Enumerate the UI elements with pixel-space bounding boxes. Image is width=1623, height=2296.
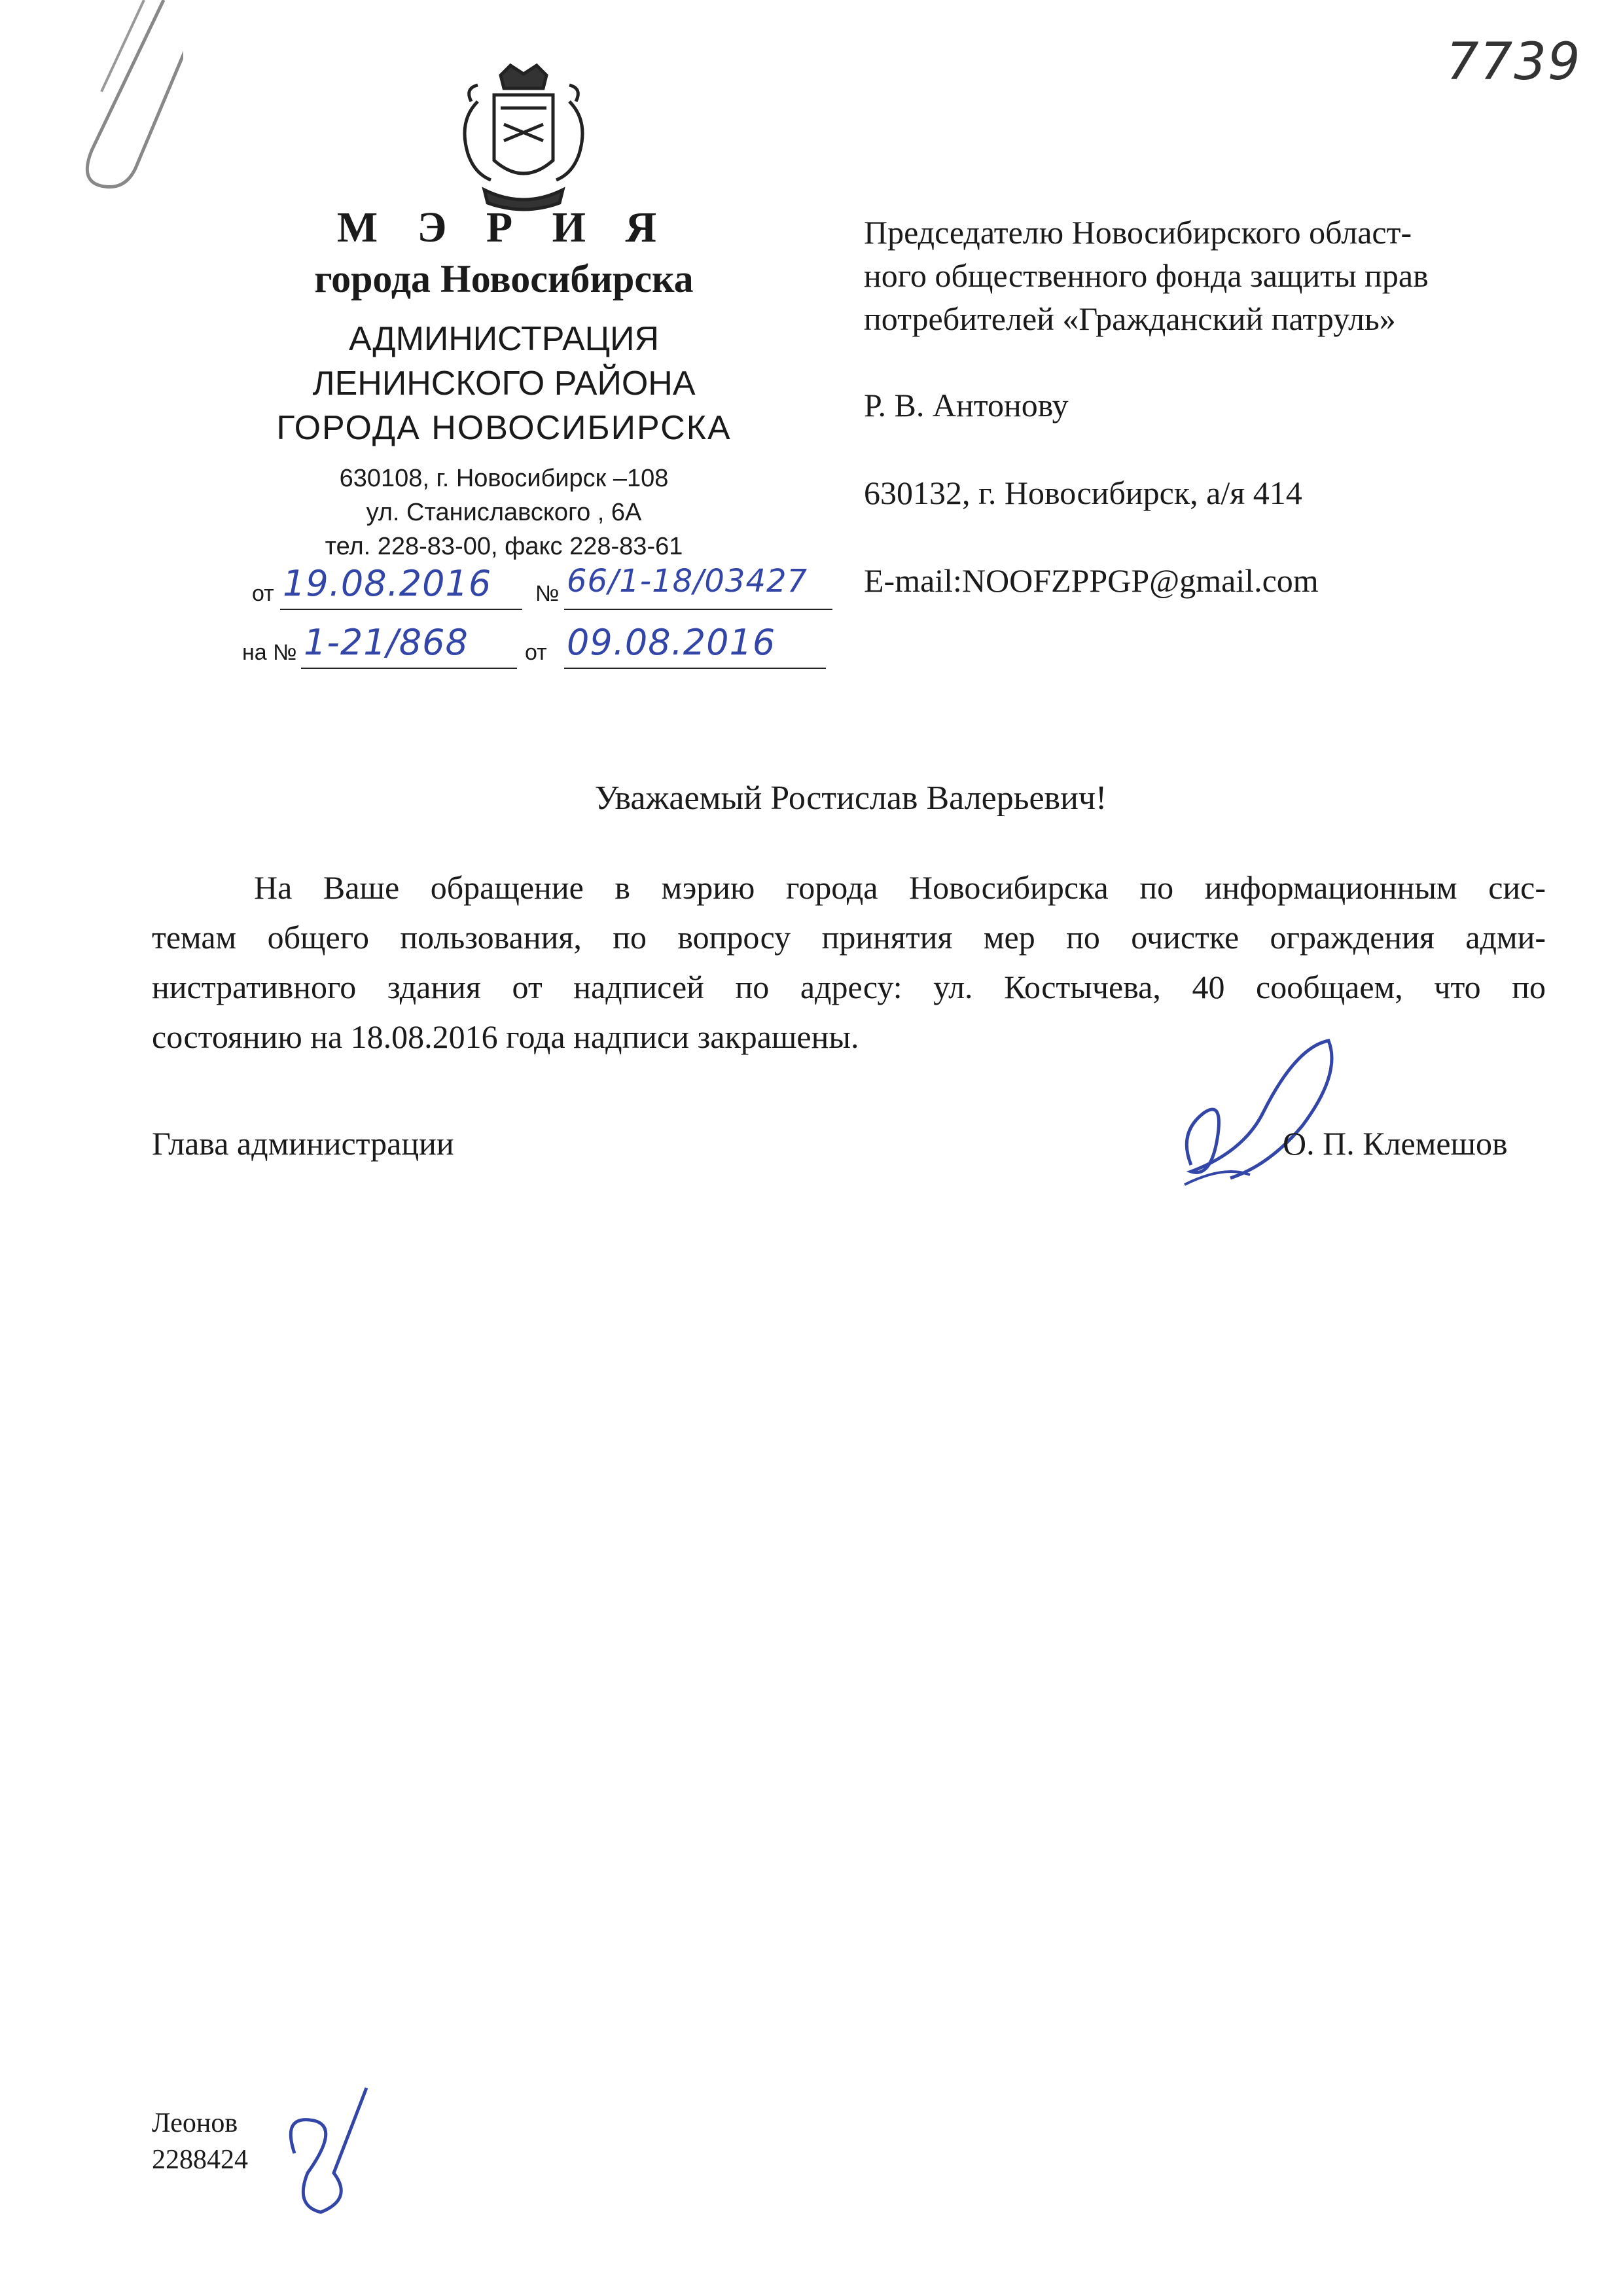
- signatory-name: О. П. Клемешов: [1283, 1125, 1508, 1162]
- mayoralty-title: М Э Р И Я: [336, 204, 671, 251]
- paperclip-image: [65, 0, 183, 196]
- greeting: Уважаемый Ростислав Валерьевич!: [594, 780, 1107, 817]
- number-label: №: [535, 581, 560, 606]
- paragraph-line: темам общего пользования, по вопросу принятия мер по очистке ограждения адми-: [152, 919, 1546, 956]
- reference-date: 09.08.2016: [567, 622, 776, 663]
- signatory-position: Глава администрации: [152, 1125, 454, 1162]
- reference-from-label: от: [525, 640, 547, 665]
- outgoing-number: 66/1-18/03427: [567, 563, 808, 600]
- recipient-address: 630132, г. Новосибирск, а/я 414: [864, 475, 1302, 511]
- signature-image: [1152, 1034, 1348, 1204]
- administration-line: ЛЕНИНСКОГО РАЙОНА: [312, 365, 696, 403]
- incoming-number: 7739: [1446, 33, 1582, 92]
- executor-name: Леонов: [152, 2108, 238, 2138]
- reference-number: 1-21/868: [304, 622, 469, 663]
- paragraph-line: На Ваше обращение в мэрию города Новосибирска по информационным сис-: [254, 869, 1546, 906]
- paragraph-line: состоянию на 18.08.2016 года надписи закрашены.: [152, 1018, 859, 1055]
- sender-address-line: ул. Станиславского , 6А: [366, 499, 642, 526]
- recipient-line: Председателю Новосибирского област-: [864, 214, 1412, 251]
- sender-address-line: 630108, г. Новосибирск –108: [339, 465, 669, 492]
- from-label: от: [252, 581, 274, 606]
- coat-of-arms-icon: [438, 62, 609, 213]
- executor-signature-image: [255, 2075, 386, 2225]
- city-title: города Новосибирска: [314, 257, 694, 300]
- from-date: 19.08.2016: [283, 563, 492, 604]
- recipient-email: E-mail:NOOFZPPGP@gmail.com: [864, 562, 1319, 599]
- recipient-name: Р. В. Антонову: [864, 387, 1069, 423]
- executor-phone: 2288424: [152, 2145, 248, 2175]
- administration-line: АДМИНИСТРАЦИЯ: [348, 320, 660, 358]
- reference-label: на №: [242, 640, 297, 665]
- paragraph-line: нистративного здания от надписей по адресу: ул. Костычева, 40 сообщаем, что по: [152, 969, 1546, 1005]
- recipient-line: ного общественного фонда защиты прав: [864, 257, 1429, 294]
- sender-address-line: тел. 228-83-00, факс 228-83-61: [325, 533, 683, 560]
- administration-line: ГОРОДА НОВОСИБИРСКА: [276, 409, 732, 447]
- recipient-line: потребителей «Гражданский патруль»: [864, 300, 1396, 337]
